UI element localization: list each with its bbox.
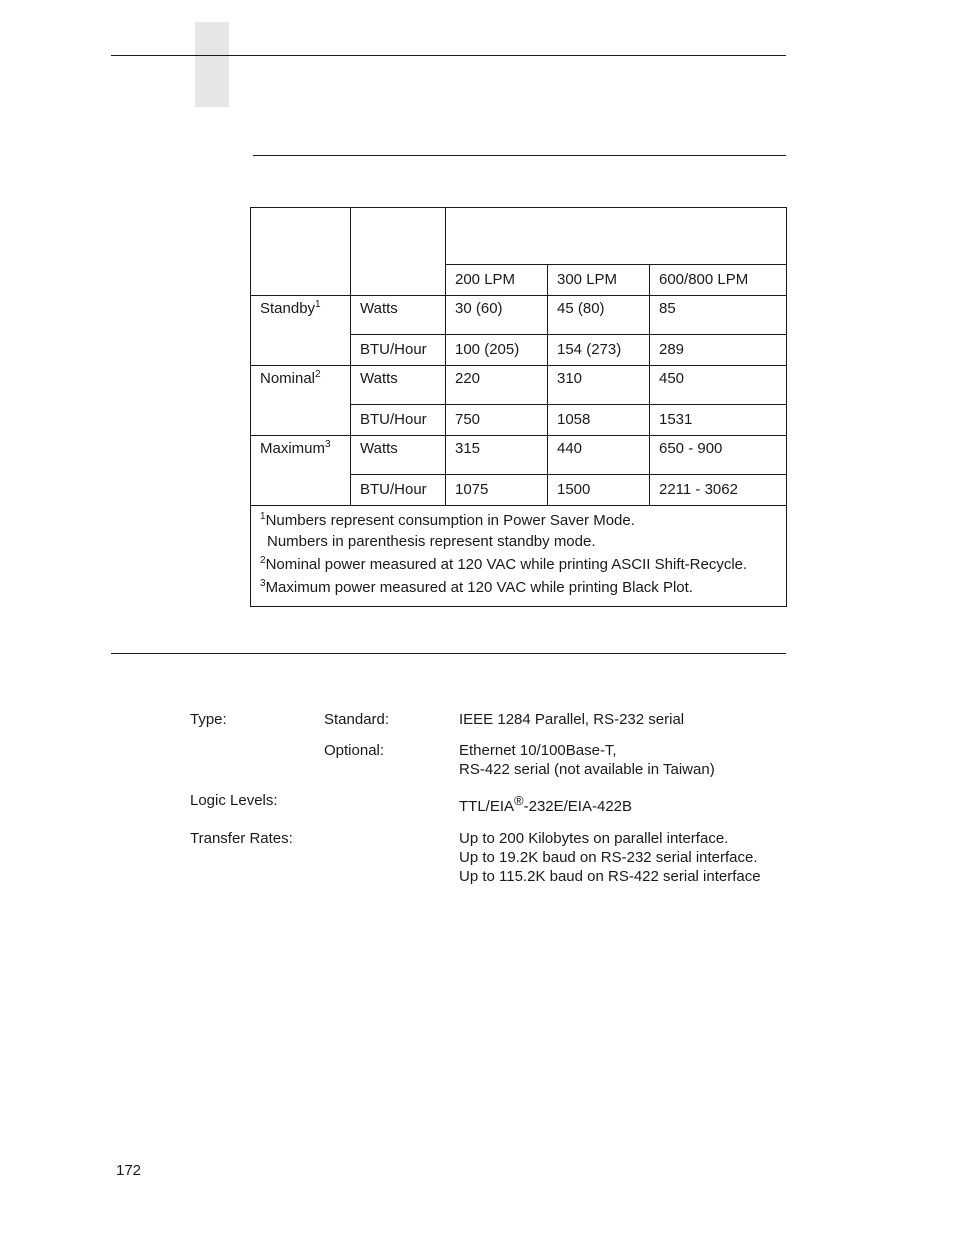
value-cell: 1075 [446, 475, 548, 506]
optional-value-line: RS-422 serial (not available in Taiwan) [459, 761, 715, 778]
row-label-nominal: Nominal$^2$ [251, 366, 351, 436]
value-cell: 2211 - 3062 [650, 475, 787, 506]
unit-cell: Watts [351, 436, 446, 475]
value-cell: 1058 [548, 405, 650, 436]
power-consumption-table [250, 207, 787, 607]
value-cell: 310 [548, 366, 650, 405]
footnote-2: $^2$Nominal power measured at 120 VAC while printing ASCII Shift-Recycle. [260, 555, 748, 573]
header-empty-cell [351, 208, 446, 296]
header-span-cell [446, 208, 787, 265]
column-header: 200 LPM [446, 265, 548, 296]
footnote-1: $^1$Numbers represent consumption in Power Saver Mode. [260, 511, 635, 529]
transfer-rate-line: Up to 200 Kilobytes on parallel interface. [459, 830, 729, 847]
transfer-rates-value [459, 829, 761, 886]
unit-cell: BTU/Hour [351, 405, 446, 436]
footnote-3: $^3$Maximum power measured at 120 VAC while printing Black Plot. [260, 578, 693, 596]
value-cell: 750 [446, 405, 548, 436]
unit-cell: BTU/Hour [351, 335, 446, 366]
registered-mark: ® [514, 793, 524, 808]
value-cell: 85 [650, 296, 787, 335]
standard-label: Standard: [324, 711, 390, 728]
unit-cell: Watts [351, 296, 446, 335]
footnotes-cell [251, 506, 787, 607]
row-label-maximum: Maximum$^3$ [251, 436, 351, 506]
table-row [251, 296, 787, 335]
standard-value: IEEE 1284 Parallel, RS-232 serial [459, 711, 685, 728]
header-rule [111, 55, 786, 56]
transfer-rates-label: Transfer Rates: [190, 830, 293, 847]
value-cell: 440 [548, 436, 650, 475]
logic-levels-value: TTL/EIA®-232E/EIA-422B [459, 793, 633, 815]
footnote-1-continuation: Numbers in parenthesis represent standby mode. [267, 533, 596, 550]
value-cell: 450 [650, 366, 787, 405]
value-cell: 154 (273) [548, 335, 650, 366]
transfer-rate-line: Up to 19.2K baud on RS-232 serial interface. [459, 849, 758, 866]
optional-label: Optional: [324, 742, 385, 759]
logic-levels-label: Logic Levels: [190, 792, 278, 809]
optional-value [459, 741, 715, 779]
value-cell: 30 (60) [446, 296, 548, 335]
unit-cell: Watts [351, 366, 446, 405]
unit-cell: BTU/Hour [351, 475, 446, 506]
section-rule-interface [111, 653, 786, 654]
section-rule-power [253, 155, 786, 156]
page-number: 172 [116, 1162, 142, 1179]
table-row [251, 366, 787, 405]
type-label: Type: [190, 711, 227, 728]
table-row [251, 436, 787, 475]
transfer-rate-line: Up to 115.2K baud on RS-422 serial interface [459, 868, 761, 885]
value-cell: 289 [650, 335, 787, 366]
row-label-standby: Standby$^1$ [251, 296, 351, 366]
footnotes-row [251, 506, 787, 607]
chapter-tab [195, 22, 229, 107]
column-header: 300 LPM [548, 265, 650, 296]
value-cell: 650 - 900 [650, 436, 787, 475]
value-cell: 1531 [650, 405, 787, 436]
value-cell: 45 (80) [548, 296, 650, 335]
optional-value-line: Ethernet 10/100Base-T, [459, 742, 617, 759]
column-header: 600/800 LPM [650, 265, 787, 296]
value-cell: 220 [446, 366, 548, 405]
value-cell: 1500 [548, 475, 650, 506]
value-cell: 315 [446, 436, 548, 475]
value-cell: 100 (205) [446, 335, 548, 366]
table-header-row [251, 208, 787, 265]
header-empty-cell [251, 208, 351, 296]
